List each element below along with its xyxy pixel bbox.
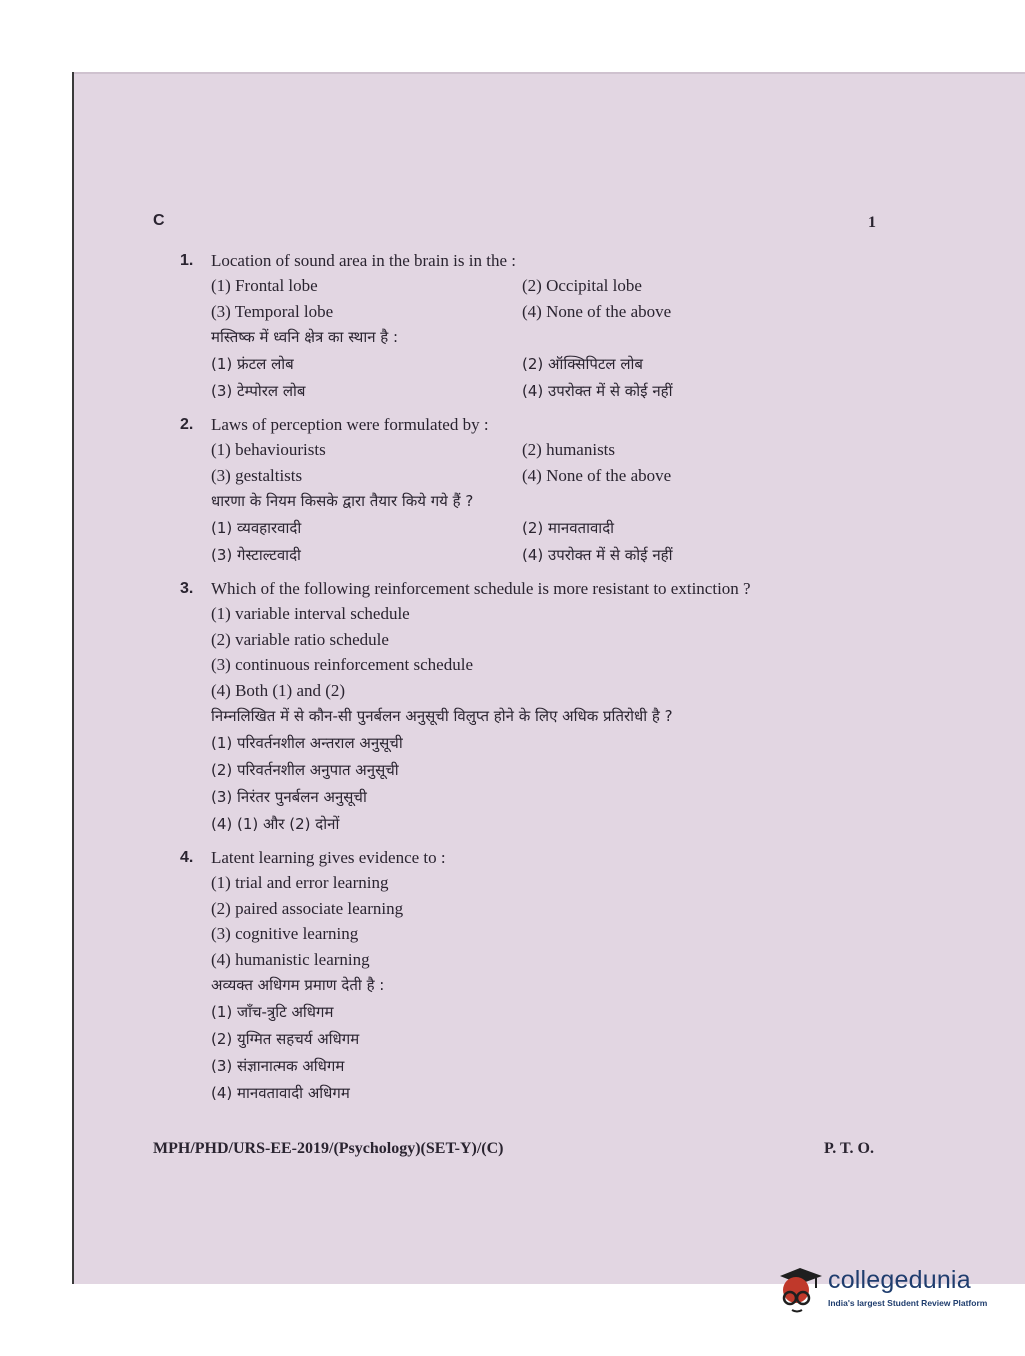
option-hi: (4) मानवतावादी अधिगम xyxy=(211,1084,350,1102)
option-en: (2) variable ratio schedule xyxy=(211,629,389,649)
option-hi: (4) उपरोक्त में से कोई नहीं xyxy=(522,546,673,564)
option-en: (3) continuous reinforcement schedule xyxy=(211,655,473,674)
page-number: 1 xyxy=(868,214,876,231)
option-hi: (2) परिवर्तनशील अनुपात अनुसूची xyxy=(211,761,399,779)
question-text-hi: निम्नलिखित में से कौन-सी पुनर्बलन अनुसूची विलुप्त होने के लिए अधिक प्रतिरोधी है ? xyxy=(211,707,673,725)
question-text-hi: मस्तिष्क में ध्वनि क्षेत्र का स्थान है : xyxy=(211,328,399,346)
option-en: (3) Temporal lobe xyxy=(211,301,334,321)
question-number: 1. xyxy=(180,252,194,269)
option-en: (1) trial and error learning xyxy=(211,873,389,892)
question-text-en: Location of sound area in the brain is in the : xyxy=(211,251,516,270)
option-en: (1) variable interval schedule xyxy=(211,604,410,623)
question-1 xyxy=(180,248,870,405)
option-hi: (4) (1) और (2) दोनों xyxy=(211,815,340,833)
option-en: (1) Frontal lobe xyxy=(211,276,318,295)
option-hi: (2) मानवतावादी xyxy=(522,519,615,537)
question-number: 3. xyxy=(180,580,194,597)
option-hi: (2) ऑक्सिपिटल लोब xyxy=(522,355,643,373)
question-text-hi: अव्यक्त अधिगम प्रमाण देती है : xyxy=(211,976,385,994)
question-text-en: Latent learning gives evidence to : xyxy=(211,848,446,867)
option-en: (2) paired associate learning xyxy=(211,898,404,918)
paper-code: MPH/PHD/URS-EE-2019/(Psychology)(SET-Y)/(C) xyxy=(153,1140,504,1157)
question-text-en: Which of the following reinforcement schedule is more resistant to extinction ? xyxy=(211,579,751,598)
option-hi: (1) फ्रंटल लोब xyxy=(211,355,294,373)
option-en: (1) behaviourists xyxy=(211,440,326,459)
option-hi: (3) टेम्पोरल लोब xyxy=(211,382,306,400)
mascot-icon xyxy=(770,1262,826,1318)
option-hi: (4) उपरोक्त में से कोई नहीं xyxy=(522,382,673,400)
option-en: (3) cognitive learning xyxy=(211,924,359,943)
option-en: (4) humanistic learning xyxy=(211,949,370,969)
brand-logo[interactable] xyxy=(770,1262,1010,1322)
question-number: 2. xyxy=(180,416,194,433)
question-text-hi: धारणा के नियम किसके द्वारा तैयार किये गये हैं ? xyxy=(211,492,474,510)
option-en: (4) None of the above xyxy=(522,301,672,321)
option-hi: (2) युग्मित सहचर्य अधिगम xyxy=(211,1030,360,1048)
option-hi: (3) संज्ञानात्मक अधिगम xyxy=(211,1057,345,1075)
option-hi: (3) निरंतर पुनर्बलन अनुसूची xyxy=(211,788,367,806)
set-letter: C xyxy=(153,212,165,229)
question-number: 4. xyxy=(180,849,194,866)
option-en: (2) Occipital lobe xyxy=(522,276,642,295)
option-en: (3) gestaltists xyxy=(211,465,303,485)
option-hi: (3) गेस्टाल्टवादी xyxy=(211,546,301,564)
question-3 xyxy=(180,576,870,838)
option-en: (2) humanists xyxy=(522,440,616,459)
option-hi: (1) जाँच-त्रुटि अधिगम xyxy=(211,1003,334,1021)
question-4 xyxy=(180,845,870,1107)
question-text-en: Laws of perception were formulated by : xyxy=(211,415,489,434)
option-hi: (1) परिवर्तनशील अन्तराल अनुसूची xyxy=(211,734,403,752)
option-en: (4) None of the above xyxy=(522,465,672,485)
page-turn-over: P. T. O. xyxy=(824,1140,874,1157)
option-en: (4) Both (1) and (2) xyxy=(211,680,346,700)
question-2 xyxy=(180,412,870,569)
option-hi: (1) व्यवहारवादी xyxy=(211,519,302,537)
question-list xyxy=(180,248,870,1114)
brand-name: collegedunia xyxy=(828,1266,971,1294)
brand-tagline: India's largest Student Review Platform xyxy=(828,1298,988,1308)
